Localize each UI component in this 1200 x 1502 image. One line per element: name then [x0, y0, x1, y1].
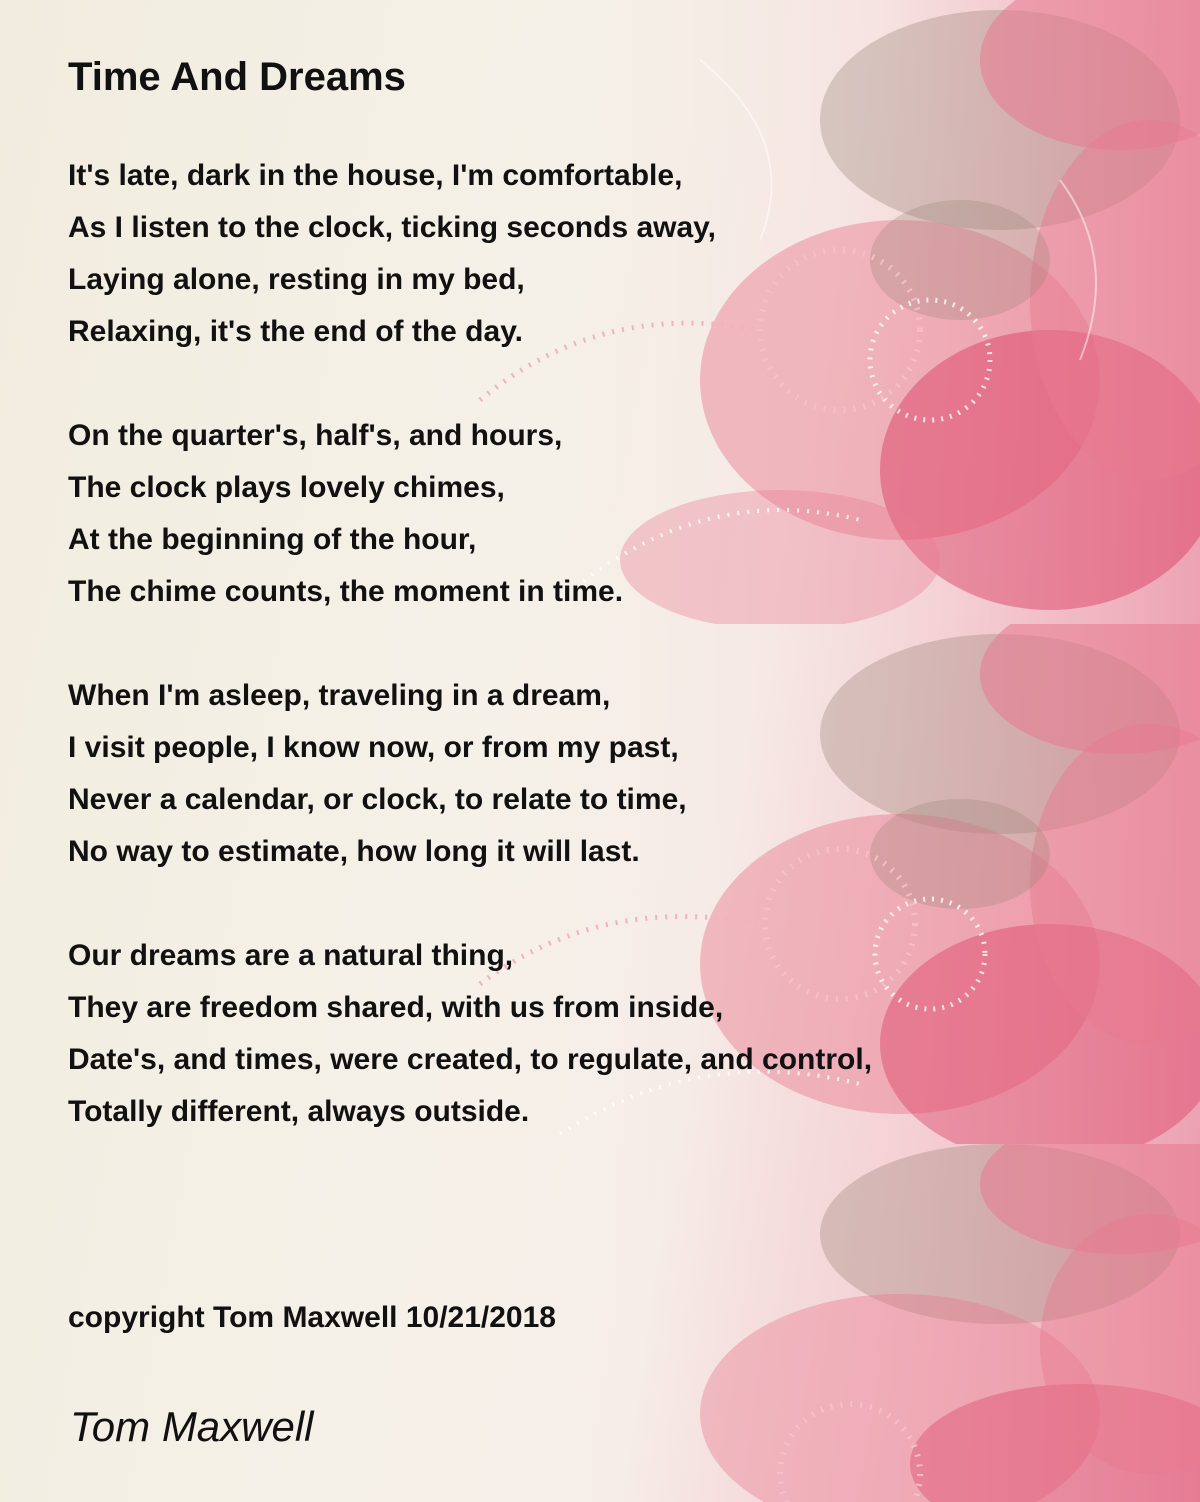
poem-line: Relaxing, it's the end of the day. [68, 315, 523, 348]
poem-line: Our dreams are a natural thing, [68, 939, 514, 972]
poem-line: Totally different, always outside. [68, 1095, 530, 1128]
stanza [68, 410, 1128, 618]
poem-line: On the quarter's, half's, and hours, [68, 419, 563, 452]
copyright-notice: copyright Tom Maxwell 10/21/2018 [68, 1301, 556, 1334]
stanza [68, 930, 1128, 1138]
poem-line: When I'm asleep, traveling in a dream, [68, 679, 611, 712]
poem-title: Time And Dreams [68, 55, 406, 99]
poem-line: No way to estimate, how long it will last. [68, 835, 640, 868]
poem-line: Never a calendar, or clock, to relate to time, [68, 783, 687, 816]
poem-line: The chime counts, the moment in time. [68, 575, 624, 608]
poem-line: The clock plays lovely chimes, [68, 471, 505, 504]
stanza [68, 150, 1128, 358]
poem-line: It's late, dark in the house, I'm comfortable, [68, 159, 683, 192]
poem-line: I visit people, I know now, or from my past, [68, 731, 679, 764]
poem-line: At the beginning of the hour, [68, 523, 477, 556]
poem-body [68, 150, 1128, 1190]
poem-line: Date's, and times, were created, to regulate, and control, [68, 1043, 873, 1076]
poem-line: As I listen to the clock, ticking seconds away, [68, 211, 716, 244]
poem-line: They are freedom shared, with us from inside, [68, 991, 724, 1024]
stanza [68, 670, 1128, 878]
poem-line: Laying alone, resting in my bed, [68, 263, 525, 296]
author-name: Tom Maxwell [70, 1403, 314, 1450]
